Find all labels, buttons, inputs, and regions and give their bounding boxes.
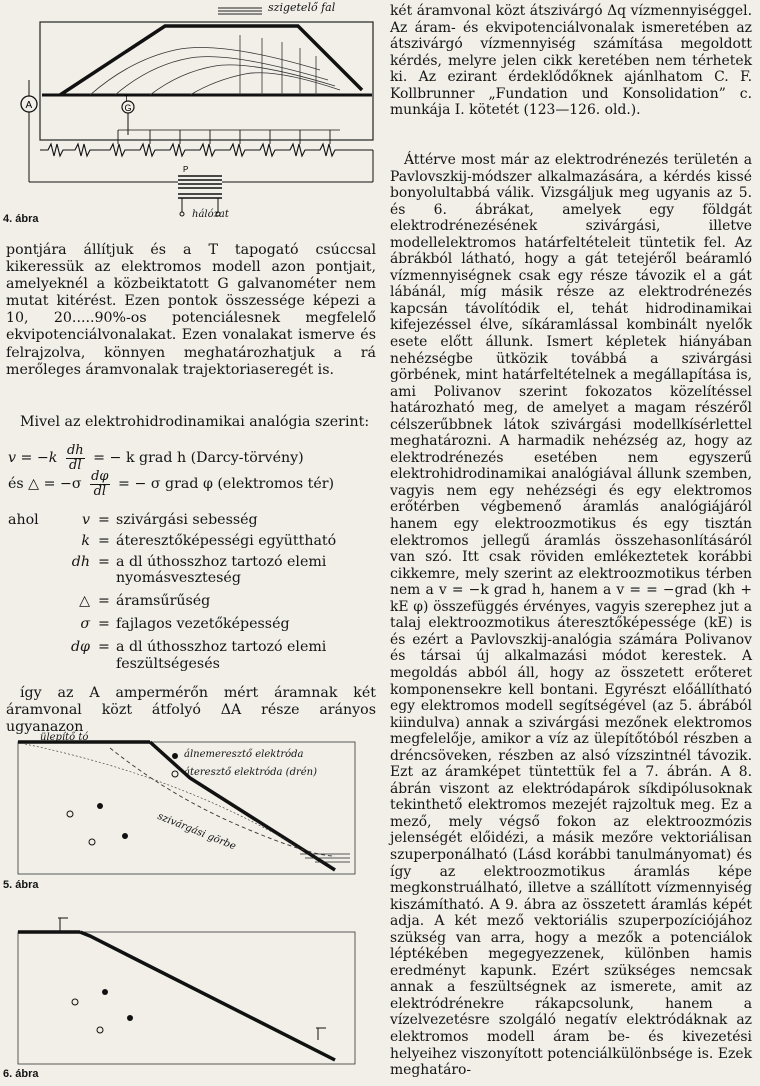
equation-darcy	[8, 444, 304, 473]
figure-4-bottom-annotation: hálózat	[192, 209, 229, 220]
definition-row	[18, 512, 378, 529]
definition-equals: =	[98, 553, 110, 570]
figure-6	[0, 912, 382, 1084]
equation-electric	[8, 470, 334, 499]
definition-equals: =	[98, 532, 110, 549]
figure-4	[0, 0, 382, 232]
figure-5-curve-annotation: szivárgási görbe	[155, 811, 238, 853]
eq2-rhs: = − σ grad φ (elektromos tér)	[118, 476, 335, 492]
left-paragraph-1: pontjára állítjuk és a T tapogató csúccsal kikeressük az elektromos modell azon pontjait, amelyeknél a közbeiktatott G galvanométer nem mutat kitérést. Ezen pontok összessége képezi a 10, 20.....90%-os potenciálesnek megfelelő ekvipotenciálvonalakat. Ezen vonalakat ismerve és felrajzolva, könnyen meghatározhatjuk a rá merőleges áramvonalak trajektoriaseregét is.	[6, 242, 376, 378]
right-paragraph-1: két áramvonal közt átszivárgó Δq vízmennyiséggel. Az áram- és ekvipotenciálvonalak ismeretében az átszivárgó vízmennyiség számítása megoldott kérdés, melyre jelen cikk keretében nem térhetek ki. Az ezirant érdeklődőknek ajánlhatom C. F. Kollbrunner „Fundation und Konsolidation” c. munkája I. kötetét (123—126. old.).	[390, 3, 752, 119]
potentiometer-label: P	[183, 165, 189, 174]
figure-6-drawing	[0, 912, 382, 1070]
galvanometer-label: G	[124, 103, 132, 113]
eq2-fraction	[90, 470, 109, 499]
definition-symbol: v	[81, 512, 90, 528]
eq1-fraction	[66, 444, 85, 473]
figure-5	[0, 732, 382, 894]
definition-equals: =	[98, 615, 110, 632]
definition-row	[18, 533, 378, 550]
definition-symbol: dh	[71, 553, 90, 570]
eq1-numerator: dh	[66, 443, 84, 458]
definition-equals: =	[98, 593, 110, 610]
figure-5-legend-open: áteresztő elektróda (drén)	[184, 767, 318, 778]
left-paragraph-2: Mivel az elektrohidrodinamikai analógia szerint:	[20, 414, 370, 430]
figure-4-drawing	[0, 0, 382, 232]
definition-equals: =	[98, 512, 110, 528]
definition-symbol: k	[81, 532, 90, 549]
definition-text: áteresztőképességi együttható	[116, 532, 337, 549]
definition-text: fajlagos vezetőképesség	[116, 615, 290, 632]
definition-text: áramsűrűség	[116, 593, 211, 610]
eq1-denominator: dl	[69, 458, 82, 473]
figure-6-caption: 6. ábra	[3, 1068, 39, 1080]
definition-equals: =	[98, 638, 110, 655]
eq2-numerator: dφ	[91, 469, 109, 484]
figure-4-caption: 4. ábra	[3, 213, 39, 225]
definition-text: szivárgási sebesség	[116, 512, 258, 528]
definition-row	[18, 616, 378, 633]
figure-5-caption: 5. ábra	[3, 879, 39, 891]
symbol-definitions	[18, 512, 378, 676]
right-paragraph-2: Áttérve most már az elektrodrénezés területén a Pavlovszkij-módszer alkalmazására, a kérdés kissé bonyolultabbá válik. Vizsgáljuk meg ugyanis az 5. és 6. ábrákat, amelyek egy földgát elektrodrénezésének szivárgási, illetve modellelektromos határfeltételeit tüntetik fel. Az ábrákból látható, hogy a gát tetejéről beáramló vízmennyiségnek csak egy része távozik el a gát lábánál, míg másik része az elektrodrénezés kapcsán távolítódik el, tehát hidrodinamikai kifejezéssel élve, síkáramlással kombinált nyelők esete előtt állunk. Ismert képletek hiányában nehézségbe ütközik továbbá a szivárgási görbének, mint határfeltételnek a megállapítása is, ami Polivanov szerint fokozatos közelítéssel határozható meg, de amelyet a magam részéről célszerűbbnek látok szivárgási modellkísérlettel meghatározni. A harmadik nehézség az, hogy az elektrodrénezés esetében nem egyszerű elektrohidrodinamikai analógiával állunk szemben, vagyis nem egy nehézségi és egy elektromos erőtérben végbemenő áramlás analógiájáról hanem egy elektroozmotikus és egy tisztán elektromos jellegű áramlás összehasonlításáról van szó. Itt csak röviden emlékeztetek korábbi cikkemre, mely szerint az elektroozmotikus térben nem a v = −k grad h, hanem a v = = −grad (kh + kE φ) összefüggés érvényes, vagyis szerephez jut a talaj elektroozmotikus áteresztőképessége (kE) is és ezért a Pavlovszkij-analógia számára Polivanov és társai új alkalmazási módot kerestek. A megoldás abból áll, hogy az összetett erőteret komponensekre kell bontani. Egyrészt előállítható egy elektromos modell segítségével (az 5. ábrából kiindulva) annak a szivárgási mezőnek elektromos megfelelője, amikor a víz az ülepítőtóból részben a dréncsöveken, részben az alsó vízszintnél távozik. Ezt az áramképet tüntettük fel a 7. ábrán. A 8. ábrán viszont az elektródapárok síkdipólusoknak tekinthető elektromos mezejét rajzoltuk meg. Ez a mező, mely végső fokon az elektroozmózis jelenségét előidézi, a másik mezőre vektoriálisan szuperponálható (Lásd korábbi tanulmányomat) és így az elektroozmotikus áramlás képe megkonstruálható, illetve a szállított vízmennyiség kiszámítható. A 9. ábra az összetett áramlás képét adja. A két mező vektoriális szuperpozíciójához szükség van arra, hogy a mezők a potenciálok léptékében megegyezzenek, különben hamis eredményt kapunk. Ezért szükséges nemcsak annak a feszültségnek az ismerete, amit az elektródrénekre rákapcsolunk, hanem a vízelvezetésre szolgáló negatív elektródáknak az elektromos modell áram be- és kivezetési helyeihez viszonyított potenciálkülönbsége is. Ezek meghatáro-	[390, 152, 752, 1079]
definition-row	[18, 554, 378, 588]
left-paragraph-3: így az A ampermérőn mért áramnak két áramvonal közt átfolyó ΔA része arányos ugyanazon	[6, 685, 376, 736]
definition-row	[18, 639, 378, 673]
figure-5-legend-filled: álnemeresztő elektróda	[184, 749, 304, 760]
eq2-denominator: dl	[93, 484, 107, 499]
figure-4-top-annotation: szigetelő fal	[268, 1, 336, 14]
eq1-lhs: v = −k	[8, 450, 58, 466]
ammeter-label: A	[25, 100, 33, 111]
eq1-rhs: = − k grad h (Darcy-törvény)	[93, 450, 304, 466]
ahol-label: ahol	[8, 512, 39, 528]
definition-symbol: σ	[80, 615, 90, 632]
definition-symbol: △	[79, 593, 90, 610]
figure-5-surface-annotation: ülepítő tó	[40, 732, 89, 743]
definition-symbol: dφ	[70, 638, 90, 655]
definition-text: a dl úthosszhoz tartozó elemi feszültségesés	[116, 638, 327, 672]
definition-text: a dl úthosszhoz tartozó elemi nyomásveszteség	[116, 553, 327, 587]
definition-row	[18, 593, 378, 610]
eq2-pre: és △ = −σ	[8, 476, 82, 492]
probe-label: T	[124, 94, 129, 103]
